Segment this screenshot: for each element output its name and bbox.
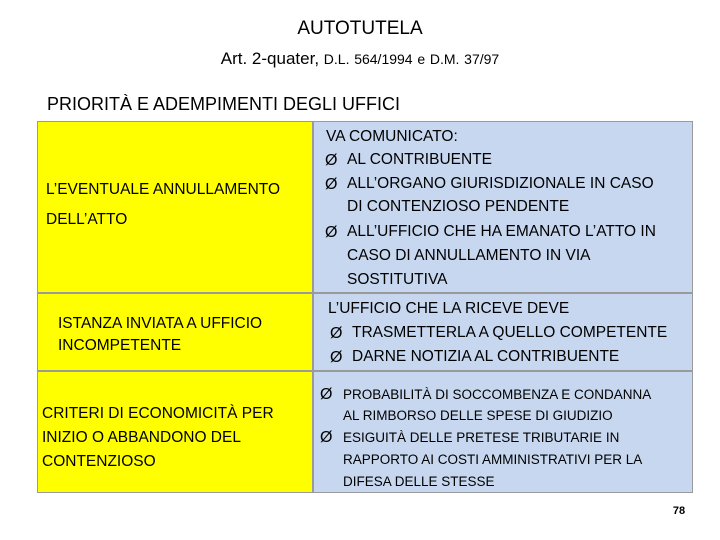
row3-left-cell bbox=[37, 371, 313, 493]
subtitle-dm: D.M. bbox=[429, 51, 460, 67]
row1-bullet3-line: CASO DI ANNULLAMENTO IN VIA bbox=[347, 247, 591, 264]
row2-bullet2-line: DARNE NOTIZIA AL CONTRIBUENTE bbox=[352, 348, 620, 365]
row3-left-line: CRITERI DI ECONOMICITÀ PER bbox=[42, 405, 274, 422]
subtitle-num1: 564/1994 bbox=[354, 51, 413, 67]
row1-intro: VA COMUNICATO: bbox=[326, 128, 458, 145]
row1-left-line: DELL’ATTO bbox=[46, 211, 128, 228]
arrow-bullet-icon: Ø bbox=[325, 152, 338, 169]
subtitle-num2: 37/97 bbox=[464, 51, 500, 67]
subtitle-e: e bbox=[417, 51, 426, 67]
arrow-bullet-icon: Ø bbox=[325, 176, 338, 193]
row1-left-cell bbox=[37, 121, 313, 293]
row3-right-cell bbox=[313, 371, 693, 493]
arrow-bullet-icon: Ø bbox=[325, 224, 338, 241]
arrow-bullet-icon: Ø bbox=[330, 325, 343, 342]
row3-bullet1-line: AL RIMBORSO DELLE SPESE DI GIUDIZIO bbox=[343, 408, 613, 423]
row2-left-line: INCOMPETENTE bbox=[58, 337, 182, 354]
row3-bullet2-line: RAPPORTO AI COSTI AMMINISTRATIVI PER LA bbox=[343, 452, 643, 467]
arrow-bullet-icon: Ø bbox=[330, 349, 343, 366]
row1-bullet2-line: ALL’ORGANO GIURISDIZIONALE IN CASO bbox=[347, 175, 654, 192]
row2-intro: L’UFFICIO CHE LA RICEVE DEVE bbox=[328, 300, 570, 317]
subtitle-dl: D.L. bbox=[323, 51, 350, 67]
row3-bullet1-line: PROBABILITÀ DI SOCCOMBENZA E CONDANNA bbox=[343, 387, 652, 402]
page-number: 78 bbox=[672, 505, 686, 517]
row3-bullet2-line: ESIGUITÀ DELLE PRETESE TRIBUTARIE IN bbox=[343, 430, 620, 445]
row2-bullet1-line: TRASMETTERLA A QUELLO COMPETENTE bbox=[352, 324, 668, 341]
row1-bullet3-line: SOSTITUTIVA bbox=[347, 271, 448, 288]
arrow-bullet-icon: Ø bbox=[320, 386, 333, 403]
row1-bullet2-line: DI CONTENZIOSO PENDENTE bbox=[347, 198, 570, 215]
row3-bullet2-line: DIFESA DELLE STESSE bbox=[343, 474, 495, 489]
row3-left-line: INIZIO O ABBANDONO DEL bbox=[42, 429, 241, 446]
row2-left-cell bbox=[37, 293, 313, 371]
row1-right-cell bbox=[313, 121, 693, 293]
row1-bullet1-line: AL CONTRIBUENTE bbox=[347, 151, 492, 168]
row2-right-cell bbox=[313, 293, 693, 371]
arrow-bullet-icon: Ø bbox=[320, 429, 333, 446]
row1-left-line: L’EVENTUALE ANNULLAMENTO bbox=[46, 181, 281, 198]
slide-title: AUTOTUTELA bbox=[297, 18, 423, 39]
slide-subtitle bbox=[0, 49, 720, 69]
section-title: PRIORITÀ E ADEMPIMENTI DEGLI UFFICI bbox=[47, 94, 401, 114]
subtitle-art: Art. 2-quater, bbox=[220, 49, 320, 68]
row3-left-line: CONTENZIOSO bbox=[42, 453, 156, 470]
row1-bullet3-line: ALL’UFFICIO CHE HA EMANATO L’ATTO IN bbox=[347, 223, 656, 240]
row2-left-line: ISTANZA INVIATA A UFFICIO bbox=[58, 315, 263, 332]
